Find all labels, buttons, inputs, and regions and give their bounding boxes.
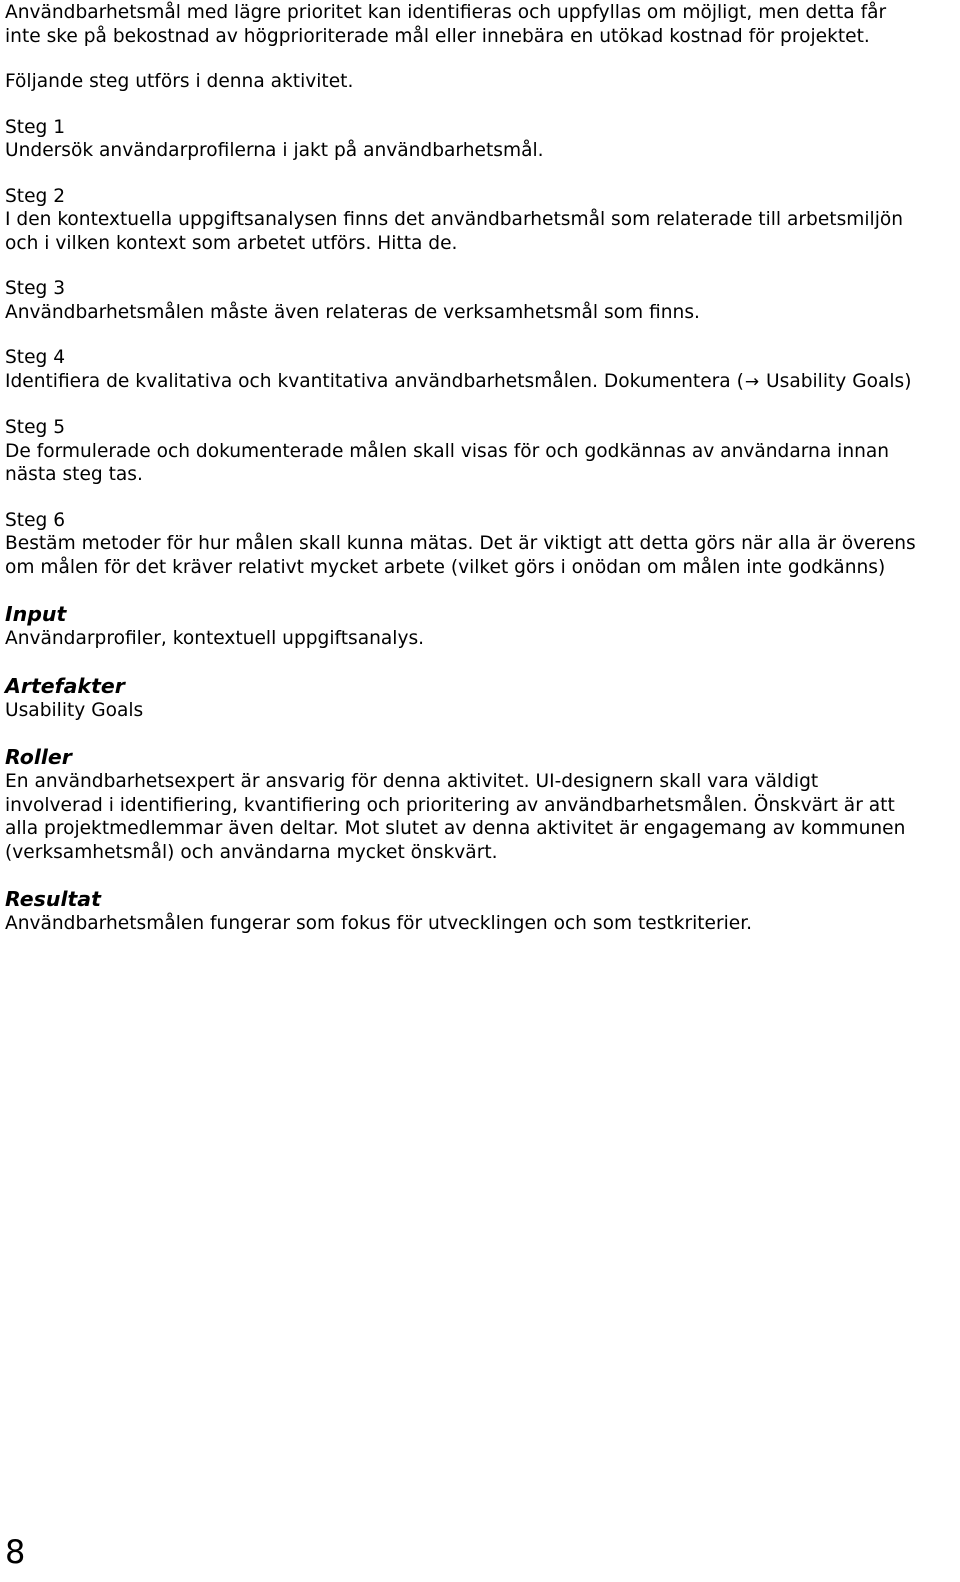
artefakter-line-1: Usability Goals bbox=[5, 699, 144, 721]
step-4-text bbox=[5, 370, 955, 395]
roller-line-4: (verksamhetsmål) och användarna mycket önskvärt. bbox=[5, 841, 498, 863]
step-6-text bbox=[5, 532, 955, 579]
roller-line-1: En användbarhetsexpert är ansvarig för denna aktivitet. UI-designern skall vara väldigt bbox=[5, 771, 819, 792]
document-page bbox=[5, 0, 955, 936]
resultat-text bbox=[5, 912, 955, 936]
step-3-text bbox=[5, 301, 955, 325]
step-1-text bbox=[5, 139, 955, 163]
step-2-text bbox=[5, 208, 955, 255]
step-6-line-2: om målen för det kräver relativt mycket arbete (vilket görs i onödan om målen inte godkänns) bbox=[5, 556, 886, 578]
resultat-line-1: Användbarhetsmålen fungerar som fokus för utvecklingen och som testkriterier. bbox=[5, 913, 753, 934]
step-3-heading: Steg 3 bbox=[5, 278, 66, 299]
page-number: 8 bbox=[5, 1533, 26, 1571]
step-1-line-1: Undersök användarprofilerna i jakt på användbarhetsmål. bbox=[5, 140, 544, 161]
step-4-heading: Steg 4 bbox=[5, 347, 66, 368]
step-1-heading: Steg 1 bbox=[5, 116, 66, 138]
step-3-line-1: Användbarhetsmålen måste även relateras de verksamhetsmål som finns. bbox=[5, 301, 700, 323]
step-6-line-1: Bestäm metoder för hur målen skall kunna mätas. Det är viktigt att detta görs när alla är överens bbox=[5, 533, 916, 554]
step-5-heading: Steg 5 bbox=[5, 417, 66, 438]
roller-line-2: involverad i identifiering, kvantifiering och prioritering av användbarhetsmålen. Önskvärt är att bbox=[5, 794, 895, 816]
roller-heading: Roller bbox=[5, 745, 72, 769]
step-5-line-1: De formulerade och dokumenterade målen skall visas för och godkännas av användarna innan bbox=[5, 440, 890, 462]
artefakter-heading: Artefakter bbox=[5, 673, 125, 698]
resultat-heading: Resultat bbox=[5, 887, 101, 911]
step-5-line-2: nästa steg tas. bbox=[5, 464, 143, 485]
input-line-1: Användarprofiler, kontextuell uppgiftsanalys. bbox=[5, 628, 425, 649]
step-4-text-after-arrow: Usability Goals) bbox=[760, 370, 912, 392]
input-text bbox=[5, 627, 955, 651]
roller-line-3: alla projektmedlemmar även deltar. Mot slutet av denna aktivitet är engagemang av kommunen bbox=[5, 818, 906, 839]
step-5-text bbox=[5, 440, 955, 487]
step-6-heading: Steg 6 bbox=[5, 509, 66, 531]
intro-line-2: inte ske på bekostnad av högprioriterade mål eller innebära en utökad kostnad för projektet. bbox=[5, 25, 870, 47]
step-4-text-before-arrow: Identifiera de kvalitativa och kvantitativa användbarhetsmålen. Dokumentera ( bbox=[5, 370, 744, 392]
arrow-right-icon: → bbox=[744, 371, 760, 392]
step-2-line-1: I den kontextuella uppgiftsanalysen finns det användbarhetsmål som relaterade till arbetsmiljön bbox=[5, 209, 904, 230]
intro-paragraph bbox=[5, 1, 955, 48]
intro-line-1: Användbarhetsmål med lägre prioritet kan identifieras och uppfyllas om möjligt, men detta får bbox=[5, 2, 887, 23]
step-2-heading: Steg 2 bbox=[5, 185, 66, 207]
activity-line: Följande steg utförs i denna aktivitet. bbox=[5, 71, 354, 92]
input-heading: Input bbox=[5, 602, 67, 626]
step-2-line-2: och i vilken kontext som arbetet utförs. Hitta de. bbox=[5, 232, 458, 254]
artefakter-text bbox=[5, 699, 955, 723]
roller-text bbox=[5, 770, 955, 864]
